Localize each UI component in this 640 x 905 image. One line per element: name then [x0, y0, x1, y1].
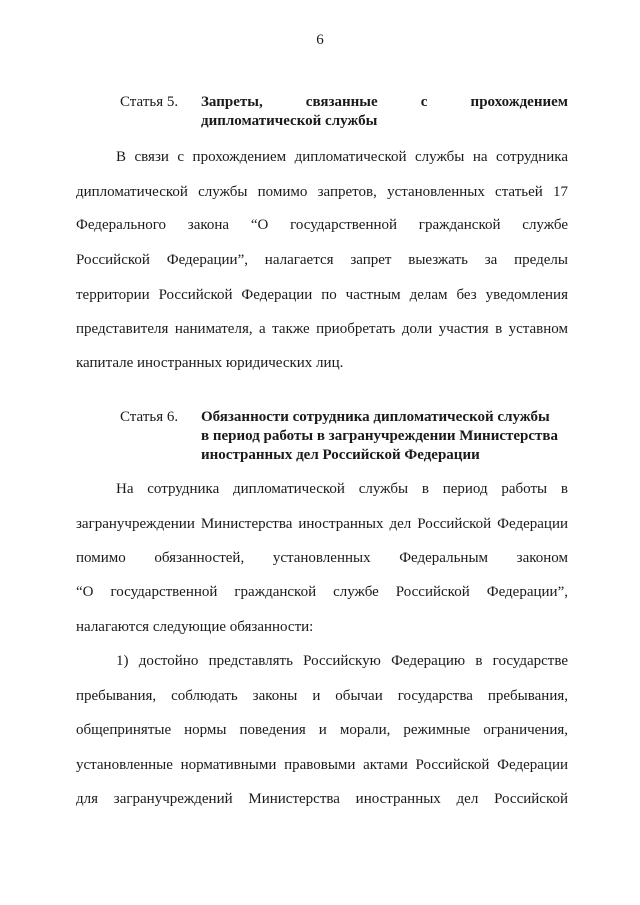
article-6-item-1-line: 1) достойно представлять Российскую Федерацию в государстве [116, 653, 568, 669]
article-5-paragraph-line: Российской Федерации”, налагается запрет выезжать за пределы [76, 252, 568, 268]
article-5-title [201, 93, 568, 131]
article-5-paragraph-line: Федерального закона “О государственной гражданской службе [76, 217, 568, 233]
article-5-title-line: дипломатической службы [201, 113, 378, 129]
page-number: 6 [316, 32, 324, 48]
article-5-number: Статья 5. [120, 94, 179, 110]
article-6-intro-line: помимо обязанностей, установленных Федеральным законом [76, 550, 568, 566]
article-6-heading [120, 408, 568, 465]
article-6-item-1-line: установленные нормативными правовыми актами Российской Федерации [76, 757, 568, 773]
article-6-title-line: иностранных дел Российской Федерации [201, 447, 480, 463]
article-6-item-1-line: пребывания, соблюдать законы и обычаи государства пребывания, [76, 688, 568, 704]
article-6-intro-line: налагаются следующие обязанности: [76, 619, 314, 635]
article-5-heading [120, 93, 568, 131]
article-6-title-line: Обязанности сотрудника дипломатической службы [201, 409, 550, 425]
article-6-title [201, 408, 568, 465]
article-5-paragraph-line: капитале иностранных юридических лиц. [76, 355, 344, 371]
article-5-paragraph-line: дипломатической службы помимо запретов, установленных статьей 17 [76, 184, 568, 200]
article-5-paragraph-line: территории Российской Федерации по частным делам без уведомления [76, 287, 568, 303]
article-6-title-line: в период работы в загранучреждении Министерства [201, 428, 558, 444]
article-6-intro-line: На сотрудника дипломатической службы в период работы в [116, 481, 568, 497]
article-6-number: Статья 6. [120, 409, 179, 425]
article-5-paragraph-line: В связи с прохождением дипломатической службы на сотрудника [116, 149, 568, 165]
article-6-item-1-line: для загранучреждений Министерства иностранных дел Российской [76, 791, 568, 807]
article-6-intro-line: загранучреждении Министерства иностранных дел Российской Федерации [76, 516, 568, 532]
article-5-paragraph-line: представителя нанимателя, а также приобретать доли участия в уставном [76, 321, 568, 337]
article-5-title-line: Запреты, связанные с прохождением [201, 94, 568, 110]
article-6-item-1-line: общепринятые нормы поведения и морали, режимные ограничения, [76, 722, 568, 738]
article-6-intro-line: “О государственной гражданской службе Российской Федерации”, [76, 584, 568, 600]
